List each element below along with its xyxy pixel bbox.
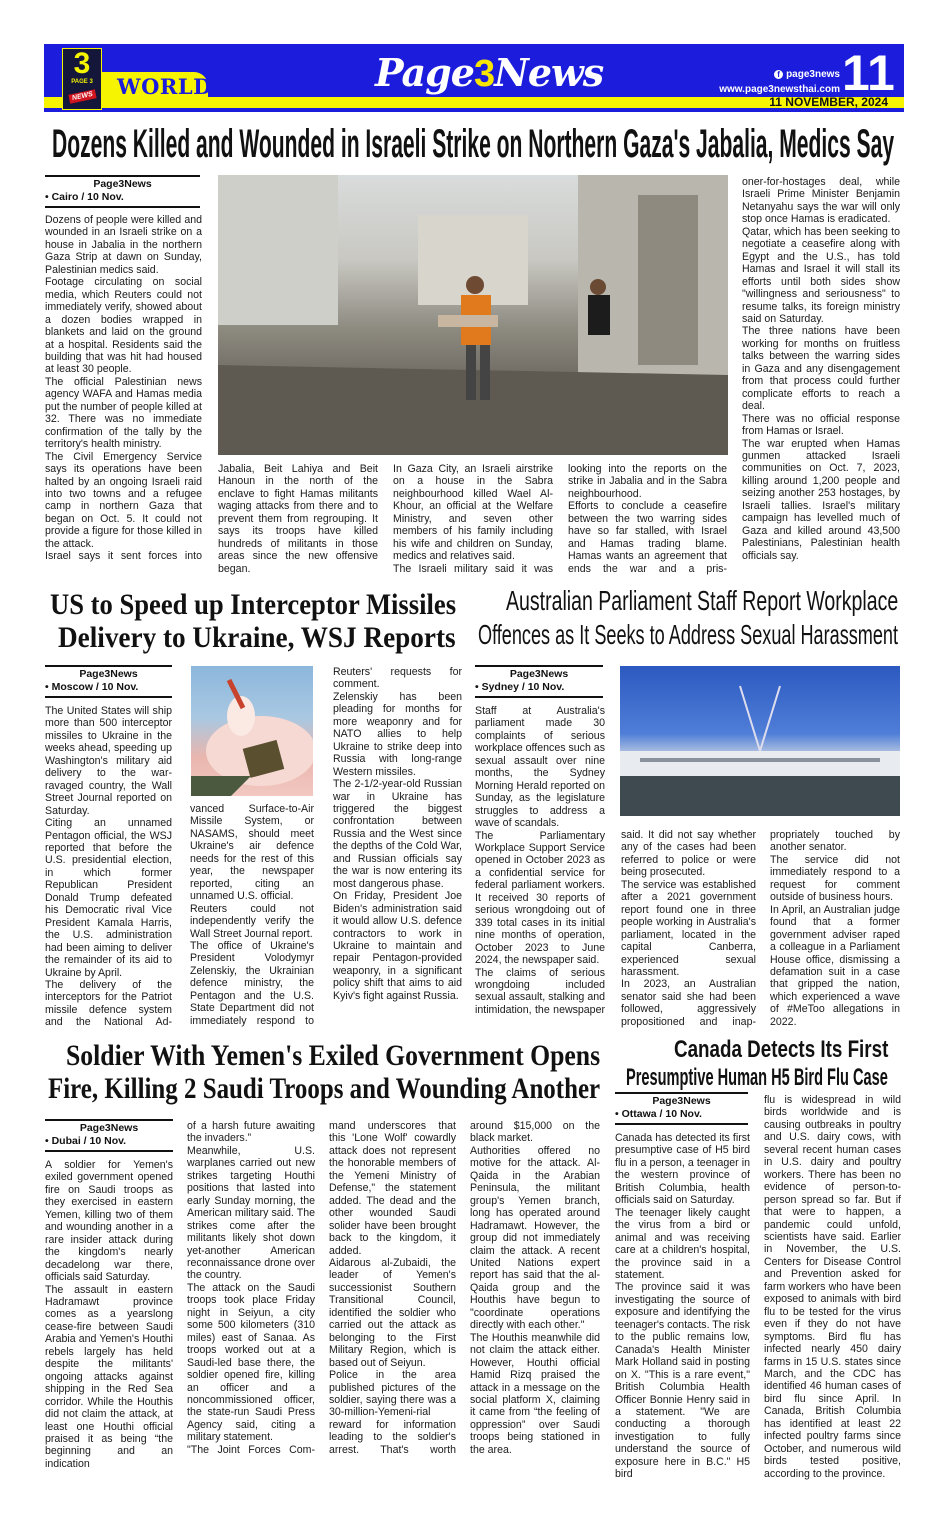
article-column	[45, 705, 172, 1029]
paragraph: mand underscores that this 'Lone Wolf' cowardly attack does not represent the honorable members of the Yemeni Ministry of Defense," the statement added. The dead and the other wounded Saudi solider have been brought back to the kingdom, it added.	[329, 1120, 456, 1257]
photo-parliament-house	[620, 666, 900, 816]
paragraph: flu is widespread in wild birds worldwide and is causing outbreaks in poultry and U.S. dairy cows, with several recent human cases in U.S. dairy and poultry workers. There has been no evidence of person-to-person spread so far. But if that were to happen, a pandemic could unfold, scientists have said. Earlier in November, the U.S. Centers for Disease Control and Prevention asked for farm workers who have been exposed to animals with bird flu to be tested for the virus even if they do not have symptoms. Bird flu has infected nearly 450 dairy farms in 15 U.S. states since March, and the CDC has identified 46 human cases of bird flu since April. In Canada, British Columbia has identified at least 22 infected poultry farms since October, and numerous wild birds tested positive, according to the province.	[764, 1094, 901, 1480]
headline-line: Soldier With Yemen's Exiled Government Opens	[66, 1039, 601, 1072]
website-link[interactable]: www.page3newsthai.com	[719, 84, 840, 95]
paragraph: Zelenskiy has been pleading for months for more weaponry and for NATO allies to help Ukraine to strike deep into Russia with long-range Western missiles.	[333, 690, 462, 778]
article-column	[621, 829, 756, 1028]
article-column	[615, 1132, 750, 1481]
paragraph: Reuters' requests for comment.	[333, 666, 462, 691]
paragraph: The claims of serious wrongdoing included sexual assault, stalking and intimidation, the newspaper	[475, 966, 605, 1016]
headline-line: US to Speed up Interceptor Missiles	[50, 588, 457, 621]
photo-gaza-strike	[218, 175, 728, 455]
photo-missile-launch	[191, 666, 313, 796]
headline-gaza	[52, 122, 894, 166]
byline-source: Page3News	[652, 1095, 711, 1107]
brand-number: 3	[473, 53, 495, 95]
brand-pre: Page	[375, 50, 474, 95]
article-column	[333, 666, 462, 1002]
paragraph: said. It did not say whether any of the cases had been referred to police or were being prosecuted.	[621, 829, 756, 879]
paragraph: The three nations have been working for months on fruitless talks between the warring sides in Gaza and any disengagement from that process could further complicate efforts to reach a deal.	[742, 325, 900, 413]
paragraph: Aidarous al-Zubaidi, the leader of Yemen's successionist Southern Transitional Council, identified the soldier who carried out the attack as belonging to the First Military Region, which is based out of Seiyun.	[329, 1256, 456, 1369]
paragraph: Police in the area published pictures of the soldier, saying there was a 30-million-Yemeni-rial reward for information leading to the soldier's arrest. That's worth	[329, 1369, 456, 1456]
paragraph: oner-for-hostages deal, while Israeli Prime Minister Benjamin Netanyahu says the war will only stop once Hamas is eradicated.	[742, 176, 900, 226]
logo-badge: NEWS	[68, 89, 96, 103]
paragraph: A soldier for Yemen's exiled government opened fire on Saudi troops as they exercised in eastern Yemen, killing two of them and wounding another in a rare insider attack during the kingdom's nearly decadelong war there, officials said Saturday.	[45, 1159, 173, 1284]
logo-number: 3	[73, 47, 91, 80]
byline-source: Page3News	[79, 1122, 139, 1134]
article-column	[218, 463, 378, 575]
paragraph: The war erupted when Hamas gunmen attacked Israeli communities on Oct. 7, 2023, killing around 1,200 people and seizing another 253 hostages, by Israeli tallies. Israel's military campaign has levelled much of Gaza and killed around 43,500 Palestinians, Palestinian health officials say.	[742, 437, 900, 562]
article-column	[770, 829, 900, 1028]
paragraph: The Parliamentary Workplace Support Service opened in October 2023 as a confidential service for federal parliament workers. It received 30 reports of serious wrongdoing out of 339 total cases in its initial nine months of operation, October 2023 to June 2024, the newspaper said.	[475, 829, 605, 967]
section-label: WORLD	[117, 74, 212, 99]
paragraph: Qatar, which has been seeking to negotiate a ceasefire along with Egypt and the U.S., has told Hamas and Israel it will stall its efforts until both sides show "willingness and seriousness" to resume talks, its foreign ministry said on Saturday.	[742, 225, 900, 325]
article-column	[764, 1094, 901, 1480]
headline-line: Delivery to Ukraine, WSJ Reports	[58, 621, 456, 654]
headline-australia	[478, 584, 898, 652]
paragraph: The service did not immediately respond to a request for comment outside of business hours.	[770, 853, 900, 904]
article-column	[45, 214, 202, 563]
photo-gaza-illustration	[218, 175, 728, 455]
byline-dateline: • Moscow / 10 Nov.	[45, 680, 139, 693]
paragraph: The official Palestinian news agency WAFA and Hamas media put the number of people killed at 32. There was no immediate confirmation of the tally by the territory's health ministry.	[45, 375, 202, 451]
paragraph: The attack on the Saudi troops took place Friday night in Seiyun, a city some 500 kilometers (310 miles) east of Sanaa. As troops worked out at a Saudi-led base there, the soldier opened fire, killing an officer and a noncommissioned officer, the state-run Saudi Press Agency said, citing a military statement.	[187, 1281, 315, 1444]
paragraph: The 2-1/2-year-old Russian war in Ukraine has triggered the biggest confrontation between Russia and the West since the depths of the Cold War, and Russian officials say the war is now entering its most dangerous phase.	[333, 778, 462, 890]
paragraph: Reuters could not independently verify the Wall Street Journal report.	[190, 902, 314, 940]
byline-dateline: • Ottawa / 10 Nov.	[615, 1107, 702, 1120]
headline-canada	[626, 1036, 888, 1092]
article-column	[45, 1159, 173, 1470]
paragraph: On Friday, President Joe Biden's administration said it would allow U.S. defence contractors to work in Ukraine to maintain and repair Pentagon-provided weaponry, in a significant policy shift that aims to aid Kyiv's fight against Russia.	[333, 890, 462, 1002]
byline-australia	[475, 665, 603, 698]
paragraph: There was no official response from Hamas or Israel.	[742, 412, 900, 438]
paragraph: The Houthis meanwhile did not claim the attack either. However, Houthi official Hamid Rizq praised the attack in a message on the social platform X, claiming it came from “the feeling of oppression” over Saudi troops being stationed in the area.	[470, 1331, 600, 1456]
paragraph: The Civil Emergency Service says its operations have been halted by an ongoing Israeli raid into two towns and a refugee camp in northern Gaza that began on Oct. 5. It could not provide a figure for those killed in the attack.	[45, 450, 202, 550]
headline-ukraine	[50, 588, 456, 654]
headline-line: Offences as It Seeks to Address Sexual Harassment	[478, 619, 899, 650]
headline-line: Australian Parliament Staff Report Workplace	[506, 585, 899, 616]
headline-line: Canada Detects Its First	[674, 1036, 889, 1063]
paragraph: In April, an Australian judge found that a former government adviser raped a colleague in a Parliament House office, dismissing a defamation suit in a case that gripped the nation, which experienced a wave of #MeToo allegations in 2022.	[770, 903, 900, 1028]
photo-missile-illustration	[191, 666, 313, 796]
photo-parliament-illustration	[620, 666, 900, 816]
headline-line: Presumptive Human H5 Bird Flu Case	[626, 1064, 888, 1091]
article-column	[742, 176, 900, 562]
byline-source: Page3News	[509, 668, 569, 680]
logo-subtext: PAGE 3	[71, 79, 93, 85]
page3news-logo	[62, 48, 102, 110]
paragraph: looking into the reports on the strike in Jabalia and in the Sabra neighbourhood.	[568, 463, 727, 500]
headline-yemen	[48, 1039, 600, 1105]
byline-dateline: • Dubai / 10 Nov.	[45, 1134, 127, 1147]
paragraph: Jabalia, Beit Lahiya and Beit Hanoun in the north of the enclave to fight Hamas militants waging attacks from there and to prevent them from regrouping. It says its troops have killed hundreds of militants in those areas since the new offensive began.	[218, 463, 378, 575]
paragraph: The United States will ship more than 500 interceptor missiles to Ukraine in the weeks ahead, speeding up Washington's military aid delivery to the war-ravaged country, the Wall Street Journal reported on Saturday.	[45, 705, 172, 817]
paragraph: Israel says it sent forces into	[45, 550, 202, 563]
article-column	[470, 1120, 600, 1456]
byline-canada	[615, 1092, 748, 1125]
headline-line: Fire, Killing 2 Saudi Troops and Wounding Another	[48, 1072, 601, 1105]
paragraph: The Israeli military said it was	[393, 562, 553, 575]
byline-source: Page3News	[79, 668, 138, 680]
paragraph: Staff at Australia's parliament made 30 complaints of serious workplace offences such as sexual assault over nine months, the Sydney Morning Herald reported on Sunday, as the legislature struggles to address a wave of scandals.	[475, 705, 605, 830]
article-column	[329, 1120, 456, 1456]
article-column	[187, 1120, 315, 1456]
byline-gaza	[45, 175, 200, 208]
paragraph: Citing an unnamed Pentagon official, the WSJ reported that before the U.S. presidential election, in which former Republican President Donald Trump defeated his Democratic rival Vice President Kamala Harris, the U.S. administration had been aiming to deliver the remainder of its aid to Ukraine by April.	[45, 817, 172, 979]
article-column	[393, 463, 553, 575]
paragraph: propriately touched by another senator.	[770, 829, 900, 854]
paragraph: Efforts to conclude a ceasefire between the two warring sides have so far stalled, with Israel and Hamas trading blame. Hamas wants an agreement that ends the war and a pris-	[568, 500, 727, 575]
issue-date: 11 NOVEMBER, 2024	[769, 95, 888, 109]
byline-ukraine	[45, 665, 172, 698]
article-column	[475, 705, 605, 1016]
paragraph: In Gaza City, an Israeli airstrike on a house in the Sabra neighbourhood killed Wael Al-Khour, an official at the Welfare Ministry, and seven other members of his family including his wife and children on Sunday, medics and relatives said.	[393, 463, 553, 563]
paragraph: Canada has detected its first presumptive case of H5 bird flu in a person, a teenager in the western province of British Columbia, health officials said on Saturday.	[615, 1132, 750, 1207]
newspaper-brand	[375, 50, 603, 96]
paragraph: The province said it was investigating the source of exposure and identifying the teenager's contacts. The risk to the public remains low, Canada's Health Minister Mark Holland said in posting on X. "This is a rare event," British Columbia Health Officer Bonnie Henry said in a statement. "We are conducting a thorough investigation to fully understand the source of exposure here in B.C." H5 bird	[615, 1281, 750, 1481]
paragraph: The service was established after a 2021 government report found one in three people working in Australia's parliament, located in the capital Canberra, experienced sexual harassment.	[621, 878, 756, 978]
brand-post: News	[494, 50, 604, 95]
paragraph: Footage circulating on social media, which Reuters could not immediately verify, showed about a dozen bodies wrapped in blankets and laid on the ground at a hospital. Residents said the building that was hit had housed at least 30 people.	[45, 276, 202, 376]
headline-gaza-text: Dozens Killed and Wounded in Israeli Strike on Northern Gaza's Jabalia, Medics Say	[52, 122, 895, 166]
paragraph: Dozens of people were killed and wounded in an Israeli strike on a house in Jabalia in the northern Gaza Strip at dawn on Sunday, Palestinian medics said.	[45, 214, 202, 276]
paragraph: around $15,000 on the black market.	[470, 1120, 600, 1145]
paragraph: In 2023, an Australian senator said she had been followed, aggressively propositioned and inap-	[621, 978, 756, 1028]
paragraph: Authorities offered no motive for the attack. Al-Qaida in the Arabian Peninsula, the militant group's Yemen branch, long has operated around Hadramawt. However, the group did not immediately claim the attack. A recent United Nations expert report has said that the al-Qaida group and the Houthis have begun to "coordinate operations directly with each other."	[470, 1144, 600, 1332]
paragraph: The assault in eastern Hadramawt province comes as a yearslong cease-fire between Saudi Arabia and Yemen's Houthi rebels largely has held despite the militants' ongoing attacks against shipping in the Red Sea corridor. While the Houthis did not claim the attack, at least one Houthi official praised it as being “the beginning and an indication	[45, 1283, 173, 1470]
paragraph: of a harsh future awaiting the invaders.”	[187, 1120, 315, 1145]
social-handle-text: page3news	[786, 69, 840, 80]
paragraph: vanced Surface-to-Air Missile System, or NASAMS, should meet Ukraine's air defence needs for the rest of this year, the newspaper reported, citing an unnamed U.S. official.	[190, 803, 314, 903]
paragraph: "The Joint Forces Com-	[187, 1443, 315, 1456]
paragraph: The delivery of the interceptors for the Patriot missile defence system and the National Ad-	[45, 978, 172, 1029]
byline-dateline: • Sydney / 10 Nov.	[475, 680, 565, 693]
paragraph: Meanwhile, U.S. warplanes carried out new strikes targeting Houthi positions that lasted into early Sunday morning, the American military said. The strikes come after the militants likely shot down yet-another American reconnaissance drone over the country.	[187, 1144, 315, 1282]
byline-source: Page3News	[93, 178, 152, 190]
byline-dateline: • Cairo / 10 Nov.	[45, 190, 124, 203]
byline-yemen	[45, 1119, 173, 1152]
article-column	[190, 803, 314, 1027]
facebook-icon: f	[774, 70, 783, 79]
article-column	[568, 463, 727, 575]
paragraph: The office of Ukraine's President Volodymyr Zelenskiy, the Ukrainian defence ministry, the Pentagon and the U.S. State Department did not immediately respond to	[190, 939, 314, 1027]
social-handle[interactable]	[700, 69, 840, 80]
paragraph: The teenager likely caught the virus from a bird or animal and was receiving care at a children's hospital, the province said in a statement.	[615, 1206, 750, 1281]
page-number: 11	[842, 45, 895, 101]
